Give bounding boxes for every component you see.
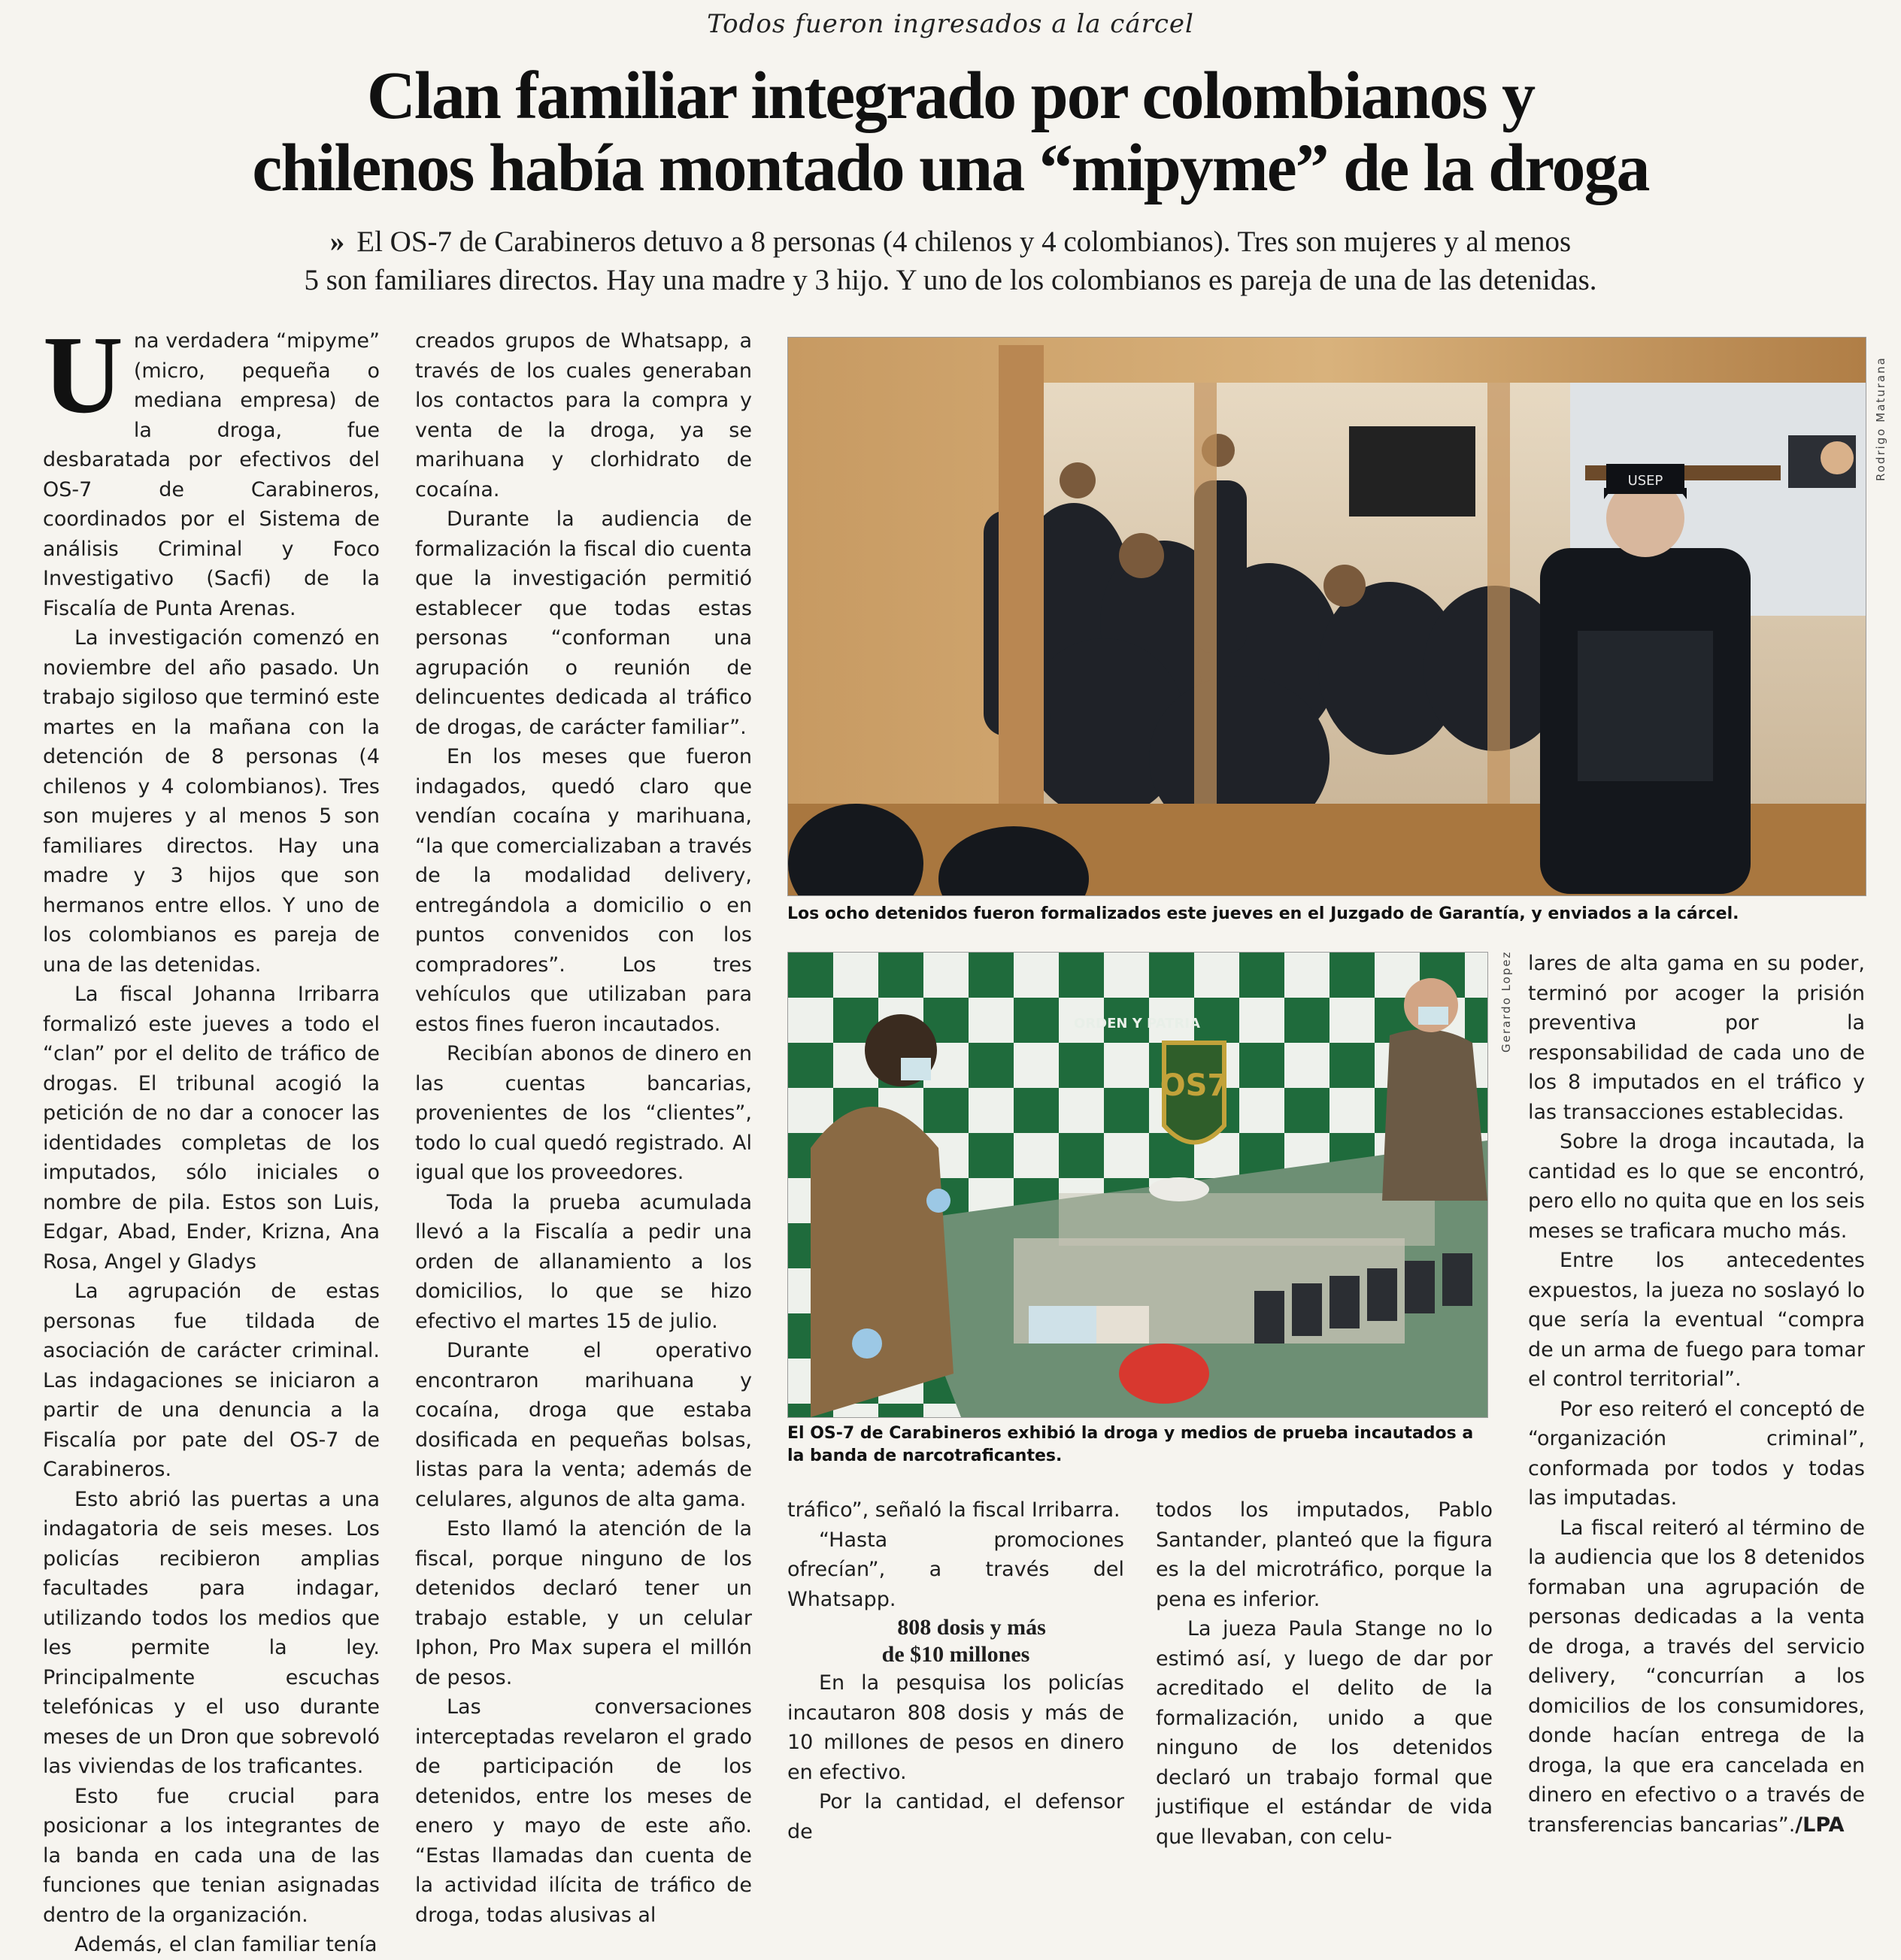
paragraph: creados grupos de Whatsapp, a través de los cuales generaban los contactos para la compra y venta de la droga, ya se marihuana y clorhidrato de cocaína. <box>415 329 752 501</box>
paragraph: La agrupación de estas personas fue tildada de asociación de carácter criminal. Las indagaciones se iniciaron a partir de una denuncia a la Fiscalía por pate del OS-7 de Carabineros. <box>43 1280 380 1481</box>
drop-cap: U <box>43 314 123 437</box>
paragraph: Durante el operativo encontraron marihuana y cocaína, droga que estaba dosificada en pequeñas bolsas, listas para la venta; además de celulares, algunos de alta gama. <box>415 1339 752 1511</box>
courtroom-photo-caption: Los ocho detenidos fueron formalizados este jueves en el Juzgado de Garantía, y enviados a la cárcel. <box>787 904 1739 923</box>
paragraph: lares de alta gama en su poder, terminó por acoger la prisión preventiva por la responsabilidad de cada uno de los 8 imputados en el tráfico y las transacciones establecidas. <box>1528 952 1865 1124</box>
paragraph: Esto llamó la atención de la fiscal, porque ninguno de los detenidos declaró tener un trabajo estable, y un celular Iphon, Pro Max supera el millón de pesos. <box>415 1517 752 1689</box>
courtroom-photo <box>787 337 1866 896</box>
paragraph: Sobre la droga incautada, la cantidad es lo que se encontró, pero ello no quita que en los seis meses se traficara mucho más. <box>1528 1130 1865 1243</box>
paragraph: Toda la prueba acumulada llevó a la Fiscalía a pedir una orden de allanamiento a los domicilios, lo que se hizo efectivo el martes 15 de julio. <box>415 1190 752 1333</box>
paragraph: La investigación comenzó en noviembre del año pasado. Un trabajo sigiloso que terminó este martes en la mañana con la detención de 8 personas (4 chilenos y 4 colombianos). Tres son mujeres y al menos 5 son familiares directos. Hay una madre y 3 hijos que son hermanos entre ellos. Y uno de los colombianos es pareja de una de las detenidas. <box>43 626 380 977</box>
paragraph: Por eso reiteró el conceptó de “organización criminal”, conformada por todos y todas las imputadas. <box>1528 1397 1865 1510</box>
paragraph: La fiscal Johanna Irribarra formalizó este jueves a todo el “clan” por el delito de tráfico de drogas. El tribunal acogió la petición de no dar a conocer las identidades completas de los imputados, sólo iniciales o nombre de pila. Estos son Luis, Edgar, Abad, Ender, Krizna, Ana Rosa, Angel y Gladys <box>43 983 380 1274</box>
courtroom-badge-text: USEP <box>1627 473 1663 489</box>
deck-line-1 <box>180 223 1721 261</box>
paragraph: La jueza Paula Stange no lo estimó así, y luego de dar por acreditado el delito de la formalización, unido a que ninguno de los detenidos declaró un trabajo formal que justifique el estándar de vida que llevaban, con celu- <box>1156 1617 1493 1849</box>
paragraph: En la pesquisa los policías incautaron 808 dosis y más de 10 millones de pesos en dinero en efectivo. <box>787 1671 1124 1784</box>
paragraph: Esto fue crucial para posicionar a los integrantes de la banda en cada una de las funciones que tenian asignadas dentro de la organización. <box>43 1784 380 1927</box>
paragraph <box>1528 1513 1865 1840</box>
paragraph: Las conversaciones interceptadas revelaron el grado de participación de los detenidos, entre los meses de enero y mayo de este año. “Estas llamadas dan cuenta de la actividad ilícita de tráfico de droga, todas alusivas al <box>415 1695 752 1927</box>
section-subhead <box>787 1614 1124 1668</box>
seizure-backdrop-text: ORDEN Y PATRIA <box>1074 1016 1200 1031</box>
headline-line-2: chilenos había montado una “mipyme” de la droga <box>252 131 1649 205</box>
paragraph: Durante la audiencia de formalización la fiscal dio cuenta que la investigación permitió establecer que todas estas personas “conforman una agrupación o reunión de delincuentes dedicada al tráfico de drogas, de carácter familiar”. <box>415 507 752 739</box>
seizure-photo-illustration <box>788 953 1487 1417</box>
paragraph: Además, el clan familiar tenía <box>74 1933 377 1956</box>
paragraph: tráfico”, señaló la fiscal Irribarra. <box>787 1498 1120 1522</box>
article-column-5 <box>1528 949 1865 1840</box>
subhead-line-2: de $10 millones <box>881 1642 1030 1667</box>
paragraph: Recibían abonos de dinero en las cuentas bancarias, provenientes de los “clientes”, todo lo cual quedó registrado. Al igual que los proveedores. <box>415 1042 752 1184</box>
courtroom-photo-credit: Rodrigo Maturana <box>1874 356 1887 481</box>
seizure-photo <box>787 952 1488 1418</box>
seizure-shield-text: OS7 <box>1160 1068 1229 1103</box>
article-kicker: Todos fueron ingresados a la cárcel <box>707 9 1194 39</box>
headline-line-1: Clan familiar integrado por colombianos y <box>366 59 1535 133</box>
deck-arrow-icon: » <box>329 226 345 258</box>
paragraph: En los meses que fueron indagados, quedó claro que vendían cocaína y marihuana, “la que comercializaban a través de la modalidad delivery, entregándola a domicilio o en puntos convenidos con los compradores”. Los tres vehículos que utilizaban para estos fines fueron incautados. <box>415 745 752 1036</box>
article-column-3 <box>787 1495 1124 1846</box>
lead-paragraph <box>43 314 380 623</box>
article-headline <box>105 60 1796 204</box>
courtroom-photo-illustration <box>788 338 1866 895</box>
article-deck <box>180 223 1721 299</box>
deck-line-1-text: El OS-7 de Carabineros detuvo a 8 personas (4 chilenos y 4 colombianos). Tres son mujeres y al menos <box>356 226 1572 258</box>
article-column-2 <box>415 326 752 1930</box>
paragraph: “Hasta promociones ofrecían”, a través del Whatsapp. <box>787 1528 1124 1611</box>
deck-line-2: 5 son familiares directos. Hay una madre y 3 hijo. Y uno de los colombianos es pareja de una de las detenidas. <box>304 264 1597 296</box>
lead-paragraph-text: na verdadera “mipyme” (micro, pequeña o mediana empresa) de la droga, fue desbaratada por efectivos del OS-7 de Carabineros, coordinados por el Sistema de análisis Criminal y Foco Investigativo (Sacfi) de la Fiscalía de Punta Arenas. <box>43 329 380 620</box>
author-signoff: /LPA <box>1795 1813 1845 1837</box>
paragraph: Por la cantidad, el defensor de <box>787 1790 1124 1843</box>
paragraph: Entre los antecedentes expuestos, la jueza no soslayó lo que sería la eventual “compra de un arma de fuego para tomar el control territorial”. <box>1528 1249 1865 1391</box>
seizure-photo-credit: Gerardo Lopez <box>1499 950 1513 1053</box>
paragraph: todos los imputados, Pablo Santander, planteó que la figura es la del microtráfico, porque la pena es inferior. <box>1156 1498 1493 1611</box>
article-column-4 <box>1156 1495 1493 1852</box>
article-column-1 <box>43 314 380 1960</box>
subhead-line-1: 808 dosis y más <box>897 1615 1046 1640</box>
seizure-photo-caption: El OS-7 de Carabineros exhibió la droga y medios de prueba incautados a la banda de narcotraficantes. <box>787 1424 1474 1465</box>
closing-paragraph-text: La fiscal reiteró al término de la audiencia que los 8 detenidos formaban una agrupación de personas dedicadas a la venta de droga, a través del servicio delivery, “concurrían a los domicilios de los consumidores, donde hacían entrega de la droga, la que era cancelada en dinero en efectivo o a través de transferencias bancarias”. <box>1528 1516 1865 1837</box>
paragraph: Esto abrió las puertas a una indagatoria de seis meses. Los policías recibieron amplias facultades para indagar, utilizando todos los medios que les permite la ley. Principalmente escuchas telefónicas y el uso durante meses de un Dron que sobrevoló las viviendas de los traficantes. <box>43 1487 380 1778</box>
